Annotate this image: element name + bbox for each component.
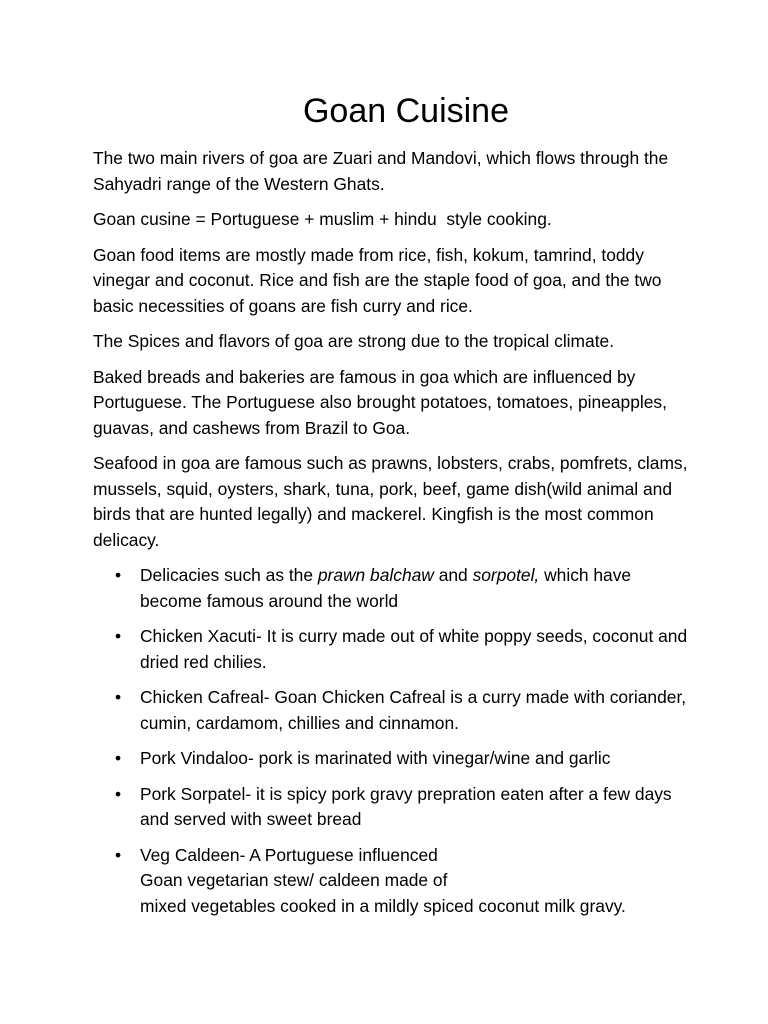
bullet-marker: • xyxy=(115,748,122,768)
delicacies-text-after: which have become famous around the world xyxy=(140,565,632,611)
dish-list xyxy=(93,563,693,919)
bullet-marker: • xyxy=(115,844,122,865)
list-item-chicken-cafreal xyxy=(93,685,693,736)
list-item-text: Chicken Cafreal- Goan Chicken Cafreal is a curry made with coriander, cumin, cardamom, chillies and cinnamon. xyxy=(140,687,687,733)
paragraph-breads: Baked breads and bakeries are famous in goa which are influenced by Portuguese. The Portuguese also brought potatoes, tomatoes, pineapples, guavas, and cashews from Brazil to Goa. xyxy=(93,366,667,438)
bullet-marker: • xyxy=(115,783,122,804)
list-item-line: Veg Caldeen- A Portuguese influenced xyxy=(140,844,438,865)
paragraph-spices: The Spices and flavors of goa are strong due to the tropical climate. xyxy=(93,331,615,351)
list-item-line: mixed vegetables cooked in a mildly spiced coconut milk gravy. xyxy=(140,895,626,916)
bullet-marker: • xyxy=(115,626,122,646)
list-item-chicken-xacuti xyxy=(93,624,693,675)
list-item-pork-sorpatel xyxy=(93,782,693,833)
paragraph-food-items: Goan food items are mostly made from rice, fish, kokum, tamrind, toddy vinegar and coconut. Rice and fish are the staple food of goa, and the two basic necessities of goans are fish curry and rice. xyxy=(93,244,662,316)
list-item-pork-vindaloo xyxy=(93,746,693,772)
paragraph-cuisine-equation: Goan cusine = Portuguese + muslim + hindu style cooking. xyxy=(93,209,552,229)
paragraph-rivers: The two main rivers of goa are Zuari and Mandovi, which flows through the Sahyadri range of the Western Ghats. xyxy=(93,148,669,194)
sorpotel-emphasis: sorpotel, xyxy=(472,565,540,585)
paragraph-seafood: Seafood in goa are famous such as prawns, lobsters, crabs, pomfrets, clams, mussels, squid, oysters, shark, tuna, pork, beef, game dish(wild animal and birds that are hunted legally) and mackerel. Kingfish is the most common delicacy. xyxy=(93,453,688,550)
bullet-marker: • xyxy=(115,565,122,585)
list-item-delicacies xyxy=(93,563,693,614)
document-body xyxy=(93,146,693,929)
list-item-text: Pork Sorpatel- it is spicy pork gravy prepration eaten after a few days and served with sweet bread xyxy=(140,783,672,829)
list-item-text: Pork Vindaloo- pork is marinated with vinegar/wine and garlic xyxy=(140,748,611,768)
list-item-line: Goan vegetarian stew/ caldeen made of xyxy=(140,870,448,890)
prawn-balchaw-emphasis: prawn balchaw xyxy=(317,565,434,585)
bullet-marker: • xyxy=(115,687,122,707)
delicacies-text-before: Delicacies such as the xyxy=(140,565,318,585)
page-title: Goan Cuisine xyxy=(302,92,509,130)
list-item-text: Chicken Xacuti- It is curry made out of white poppy seeds, coconut and dried red chilies. xyxy=(140,626,688,672)
list-item-veg-caldeen xyxy=(93,843,693,920)
delicacies-text-middle: and xyxy=(433,565,473,585)
